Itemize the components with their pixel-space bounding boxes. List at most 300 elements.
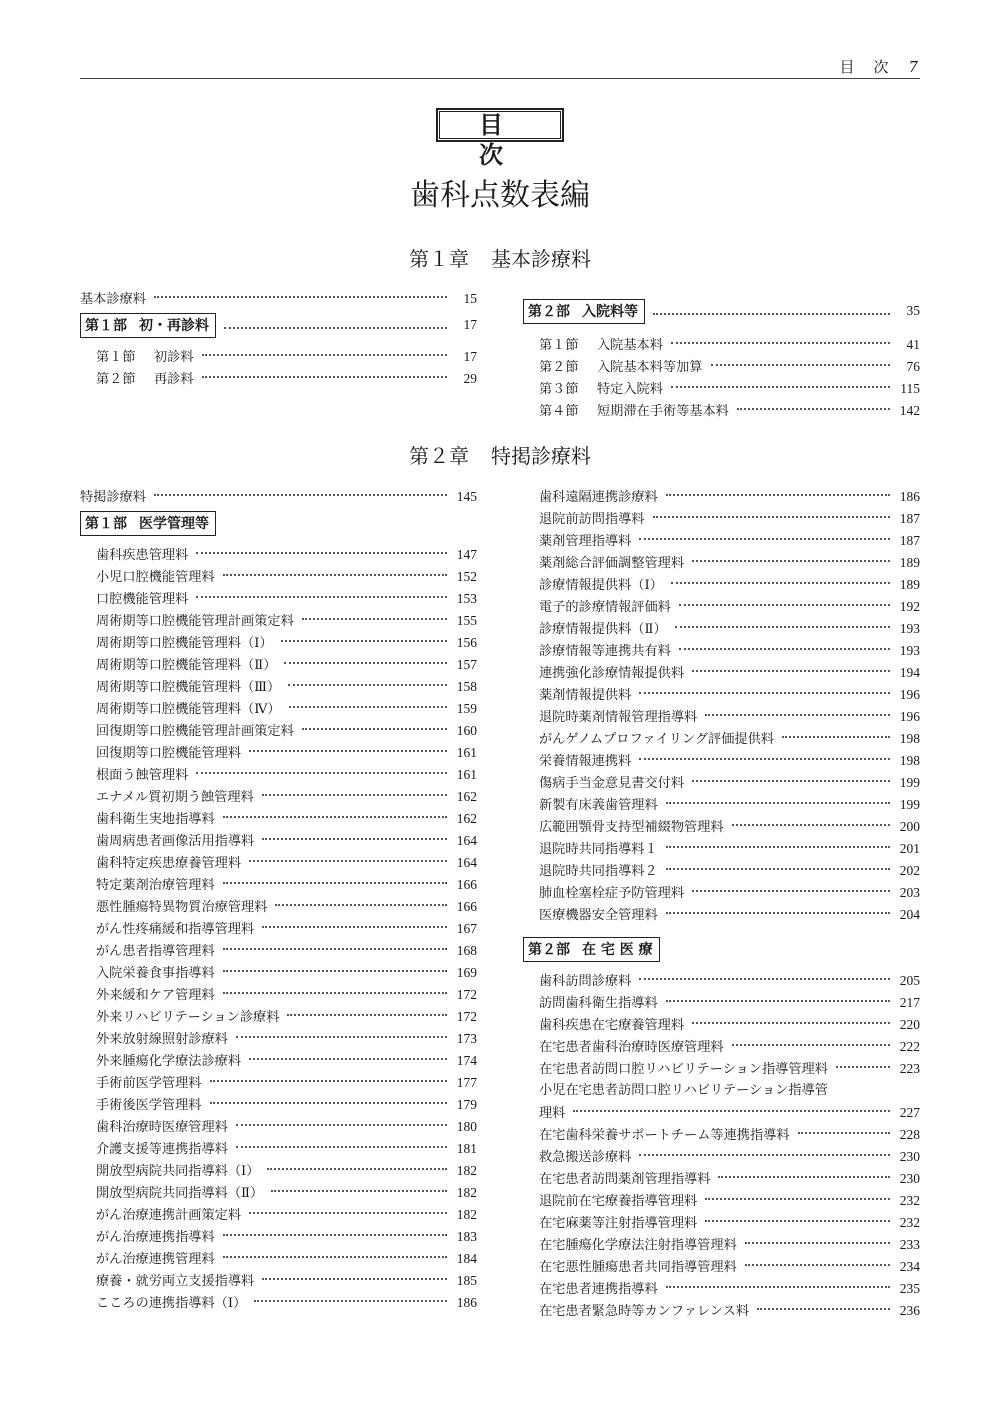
leader-dots	[666, 1000, 890, 1002]
entry-label: 口腔機能管理料	[96, 592, 189, 607]
leader-dots	[196, 772, 447, 774]
chapter-1-right-column	[523, 296, 920, 422]
leader-dots	[757, 1308, 890, 1310]
page-number: 172	[456, 987, 477, 1002]
chapter-1-number: 第１章	[409, 247, 469, 271]
entry-label: 歯科治療時医療管理料	[96, 1120, 228, 1135]
section-name: 再診料	[154, 372, 194, 387]
toc-entry[interactable]	[80, 742, 477, 764]
toc-entry[interactable]	[80, 1116, 477, 1138]
toc-entry[interactable]	[80, 764, 477, 786]
entry-label: 在宅悪性腫瘍患者共同指導管理料	[539, 1260, 737, 1275]
page-number: 186	[899, 489, 920, 504]
leader-dots	[639, 538, 890, 540]
toc-entry[interactable]	[523, 1234, 920, 1256]
part-label-box	[80, 313, 216, 338]
entry-label: 在宅患者訪問口腔リハビリテーション指導管理料	[539, 1062, 828, 1077]
leader-dots	[718, 1176, 890, 1178]
toc-entry[interactable]	[523, 1058, 920, 1080]
entry-label: がん治療連携計画策定料	[96, 1208, 242, 1223]
page-number: 160	[456, 723, 477, 738]
toc-entry[interactable]	[523, 1168, 920, 1190]
toc-entry[interactable]	[523, 1278, 920, 1300]
entry-label: 介護支援等連携指導料	[96, 1142, 228, 1157]
entry-label: 外来腫瘍化学療法診療料	[96, 1054, 242, 1069]
toc-entry[interactable]	[523, 794, 920, 816]
page-number: 169	[456, 965, 477, 980]
entry-label: 在宅麻薬等注射指導管理料	[539, 1216, 698, 1231]
page-number: 196	[899, 687, 920, 702]
entry-label: 救急搬送診療料	[539, 1150, 632, 1165]
entry-label: 外来緩和ケア管理料	[96, 988, 215, 1003]
section-entry[interactable]	[523, 356, 920, 378]
leader-dots	[262, 838, 447, 840]
entry-label: 退院前在宅療養指導管理料	[539, 1194, 698, 1209]
part-label-box	[523, 299, 645, 324]
toc-entry[interactable]	[80, 676, 477, 698]
leader-dots	[223, 574, 447, 576]
toc-entry[interactable]	[523, 1300, 920, 1322]
toc-entry[interactable]	[80, 940, 477, 962]
toc-entry[interactable]	[523, 1014, 920, 1036]
entry-label: がん治療連携指導料	[96, 1230, 215, 1245]
chapter-1-heading	[0, 243, 1000, 272]
page-number: 180	[456, 1119, 477, 1134]
toc-entry[interactable]	[523, 992, 920, 1014]
toc-entry[interactable]	[523, 1212, 920, 1234]
section-entry[interactable]	[523, 334, 920, 356]
entry-label: 手術後医学管理料	[96, 1098, 202, 1113]
page-number: 230	[899, 1171, 920, 1186]
page-number: 217	[899, 995, 920, 1010]
leader-dots	[202, 354, 447, 356]
part-number: 第２部	[528, 941, 570, 958]
page-number: 234	[899, 1259, 920, 1274]
entry-label: 傷病手当金意見書交付料	[539, 776, 685, 791]
toc-entry[interactable]	[80, 1006, 477, 1028]
toc-entry[interactable]	[523, 772, 920, 794]
entry-label: 入院栄養食事指導料	[96, 966, 215, 981]
leader-dots	[639, 758, 890, 760]
toc-entry[interactable]	[523, 640, 920, 662]
leader-dots	[573, 1110, 890, 1112]
page-number: 236	[899, 1303, 920, 1318]
toc-entry[interactable]	[80, 1204, 477, 1226]
section-number: 第２節	[96, 372, 136, 387]
chapter-2-name: 特掲診療料	[491, 444, 591, 468]
leader-dots	[679, 604, 890, 606]
entry-label: 回復期等口腔機能管理計画策定料	[96, 724, 294, 739]
toc-entry[interactable]	[523, 618, 920, 640]
part-number: 第１部	[85, 317, 127, 334]
leader-dots	[262, 1278, 447, 1280]
page-number: 235	[899, 1281, 920, 1296]
entry-label: 薬剤管理指導料	[539, 534, 632, 549]
page-number: 189	[899, 555, 920, 570]
section-entry[interactable]	[523, 400, 920, 422]
leader-dots	[639, 978, 890, 980]
entry-label: 小児口腔機能管理料	[96, 570, 215, 585]
leader-dots	[289, 706, 447, 708]
entry-label: 新製有床義歯管理料	[539, 798, 658, 813]
toc-entry[interactable]	[523, 574, 920, 596]
running-title: 目 次	[839, 58, 891, 76]
page-number: 232	[899, 1193, 920, 1208]
toc-entry[interactable]	[80, 1270, 477, 1292]
toc-entry[interactable]	[80, 1094, 477, 1116]
entry-label: 広範囲顎骨支持型補綴物管理料	[539, 820, 724, 835]
leader-dots	[223, 1256, 447, 1258]
section-label	[96, 347, 194, 369]
entry-label: 周術期等口腔機能管理料（Ⅰ）	[96, 636, 273, 651]
page-number: 182	[456, 1163, 477, 1178]
leader-dots	[666, 1286, 890, 1288]
entry-label: 訪問歯科衛生指導料	[539, 996, 658, 1011]
leader-dots	[679, 648, 890, 650]
leader-dots	[223, 992, 447, 994]
toc-entry[interactable]	[80, 610, 477, 632]
leader-dots	[732, 824, 890, 826]
entry-label: 歯科特定疾患療養管理料	[96, 856, 242, 871]
leader-dots	[249, 1058, 447, 1060]
entry-label: 肺血栓塞栓症予防管理料	[539, 886, 685, 901]
section-name: 短期滞在手術等基本料	[597, 404, 729, 419]
toc-entry[interactable]	[523, 816, 920, 838]
page-number: 199	[899, 775, 920, 790]
section-name: 入院基本料	[597, 338, 663, 353]
entry-label: 小児在宅患者訪問口腔リハビリテーション指導管	[539, 1083, 828, 1098]
leader-dots	[223, 948, 447, 950]
leader-dots	[262, 794, 447, 796]
entry-label: 歯科衛生実地指導料	[96, 812, 215, 827]
page-number: 201	[899, 841, 920, 856]
entry-label: 周術期等口腔機能管理計画策定料	[96, 614, 294, 629]
toc-entry[interactable]	[80, 1050, 477, 1072]
part-name: 入院料等	[582, 303, 638, 320]
page-number: 227	[899, 1105, 920, 1120]
toc-entry[interactable]	[80, 654, 477, 676]
entry-label: 在宅腫瘍化学療法注射指導管理料	[539, 1238, 737, 1253]
leader-dots	[202, 376, 447, 378]
toc-entry[interactable]	[523, 970, 920, 992]
toc-entry[interactable]	[80, 1292, 477, 1314]
section-entry[interactable]	[523, 378, 920, 400]
part-name: 医学管理等	[139, 515, 209, 532]
toc-entry[interactable]	[80, 288, 477, 310]
entry-label: 療養・就労両立支援指導料	[96, 1274, 255, 1289]
leader-dots	[254, 1300, 447, 1302]
page-number: 223	[899, 1061, 920, 1076]
toc-entry[interactable]	[80, 566, 477, 588]
toc-entry[interactable]	[80, 1138, 477, 1160]
leader-dots	[666, 802, 890, 804]
toc-entry[interactable]	[523, 728, 920, 750]
entry-label: 医療機器安全管理料	[539, 908, 658, 923]
entry-label: エナメル質初期う蝕管理料	[96, 790, 254, 805]
leader-dots	[745, 1264, 890, 1266]
section-number: 第４節	[539, 404, 579, 419]
entry-label: 開放型病院共同指導料（Ⅱ）	[96, 1186, 264, 1201]
entry-label: がんゲノムプロファイリング評価提供料	[539, 732, 774, 747]
page-number: 200	[899, 819, 920, 834]
section-name: 特定入院料	[597, 382, 663, 397]
entry-label: がん治療連携管理料	[96, 1252, 215, 1267]
toc-entry[interactable]	[80, 830, 477, 852]
page-number: 220	[899, 1017, 920, 1032]
section-number: 第２節	[539, 360, 579, 375]
part-heading[interactable]	[80, 310, 477, 340]
leader-dots	[666, 868, 890, 870]
leader-dots	[671, 342, 890, 344]
entry-label: 悪性腫瘍特異物質治療管理料	[96, 900, 268, 915]
page-number: 233	[899, 1237, 920, 1252]
leader-dots	[666, 912, 890, 914]
leader-dots	[653, 313, 890, 315]
page-number: 182	[456, 1207, 477, 1222]
page-number: 17	[463, 317, 477, 332]
toc-entry[interactable]	[80, 588, 477, 610]
toc-entry[interactable]	[80, 896, 477, 918]
entry-label: 薬剤情報提供料	[539, 688, 632, 703]
entry-label: 診療情報提供料（Ⅱ）	[539, 622, 667, 637]
page-number: 164	[456, 833, 477, 848]
page-number: 202	[899, 863, 920, 878]
toc-entry[interactable]	[523, 1080, 920, 1102]
leader-dots	[692, 1022, 890, 1024]
leader-dots	[671, 386, 890, 388]
entry-label: 周術期等口腔機能管理料（Ⅱ）	[96, 658, 277, 673]
leader-dots	[223, 970, 447, 972]
page-number: 17	[463, 349, 477, 364]
toc-entry[interactable]	[80, 808, 477, 830]
leader-dots	[267, 1168, 447, 1170]
part-heading[interactable]	[523, 296, 920, 326]
toc-entry[interactable]	[523, 1124, 920, 1146]
part-heading[interactable]	[523, 934, 920, 964]
toc-entry[interactable]	[523, 706, 920, 728]
toc-entry[interactable]	[80, 918, 477, 940]
leader-dots	[271, 1190, 447, 1192]
leader-dots	[236, 1146, 447, 1148]
page-number: 193	[899, 643, 920, 658]
chapter-2-number: 第２章	[409, 444, 469, 468]
page-number: 41	[906, 337, 920, 352]
toc-entry[interactable]	[523, 552, 920, 574]
leader-dots	[196, 552, 447, 554]
toc-entry[interactable]	[523, 1036, 920, 1058]
entry-label: 薬剤総合評価調整管理料	[539, 556, 685, 571]
leader-dots	[692, 780, 890, 782]
page-number: 162	[456, 811, 477, 826]
part-label-box	[523, 937, 660, 962]
page-number: 158	[456, 679, 477, 694]
toc-entry[interactable]	[523, 860, 920, 882]
toc-entry[interactable]	[523, 750, 920, 772]
entry-label: 外来リハビリテーション診療料	[96, 1010, 280, 1025]
page-number: 147	[456, 547, 477, 562]
chapter-2-heading	[0, 440, 1000, 469]
entry-label: 開放型病院共同指導料（Ⅰ）	[96, 1164, 260, 1179]
entry-label: 歯科疾患在宅療養管理料	[539, 1018, 685, 1033]
toc-entry[interactable]	[80, 1028, 477, 1050]
entry-label: 退院前訪問指導料	[539, 512, 645, 527]
page-number: 177	[456, 1075, 477, 1090]
page-number: 164	[456, 855, 477, 870]
toc-entry[interactable]	[523, 486, 920, 508]
toc-entry[interactable]	[523, 508, 920, 530]
entry-label: 理料	[539, 1106, 566, 1121]
leader-dots	[249, 1212, 447, 1214]
toc-entry[interactable]	[80, 486, 477, 508]
section-number: 第３節	[539, 382, 579, 397]
page-number: 181	[456, 1141, 477, 1156]
section-label	[539, 357, 703, 379]
entry-label: 特掲診療料	[80, 490, 146, 505]
toc-entry[interactable]	[80, 1072, 477, 1094]
leader-dots	[653, 516, 891, 518]
toc-entry[interactable]	[80, 698, 477, 720]
page-number: 187	[899, 533, 920, 548]
page-number: 167	[456, 921, 477, 936]
leader-dots	[675, 626, 890, 628]
page-number: 204	[899, 907, 920, 922]
page-number: 157	[456, 657, 477, 672]
toc-entry[interactable]	[80, 720, 477, 742]
toc-entry[interactable]	[523, 904, 920, 926]
leader-dots	[223, 882, 447, 884]
page-number: 162	[456, 789, 477, 804]
leader-dots	[249, 750, 447, 752]
page-number: 15	[463, 291, 477, 306]
toc-entry[interactable]	[523, 1146, 920, 1168]
page-number: 168	[456, 943, 477, 958]
leader-dots	[671, 582, 890, 584]
page-number: 152	[456, 569, 477, 584]
page-number: 173	[456, 1031, 477, 1046]
page-number: 186	[456, 1295, 477, 1310]
page-number: 183	[456, 1229, 477, 1244]
leader-dots	[745, 1242, 890, 1244]
page-number: 29	[463, 371, 477, 386]
toc-entry[interactable]	[80, 1226, 477, 1248]
toc-entry[interactable]	[80, 632, 477, 654]
section-label	[96, 369, 194, 391]
entry-label: 診療情報等連携共有料	[539, 644, 671, 659]
entry-label: 在宅患者連携指導料	[539, 1282, 658, 1297]
section-entry[interactable]	[80, 368, 477, 390]
page-number: 222	[899, 1039, 920, 1054]
leader-dots	[666, 846, 890, 848]
page-number: 155	[456, 613, 477, 628]
part-label-box	[80, 511, 216, 536]
page-number: 161	[456, 745, 477, 760]
page-number: 115	[900, 381, 920, 396]
entry-label: 退院時薬剤情報管理指導料	[539, 710, 698, 725]
leader-dots	[639, 692, 890, 694]
page-number: 166	[456, 899, 477, 914]
toc-entry[interactable]	[523, 684, 920, 706]
part-number: 第２部	[528, 303, 570, 320]
page-number: 179	[456, 1097, 477, 1112]
toc-entry[interactable]	[523, 838, 920, 860]
page-number: 76	[906, 359, 920, 374]
entry-label: 在宅患者緊急時等カンファレンス料	[539, 1304, 750, 1319]
toc-entry[interactable]	[80, 1182, 477, 1204]
leader-dots	[275, 904, 447, 906]
part-name: 初・再診料	[139, 317, 209, 334]
entry-label: がん患者指導管理料	[96, 944, 215, 959]
leader-dots	[732, 1044, 890, 1046]
toc-entry[interactable]	[80, 1248, 477, 1270]
leader-dots	[154, 494, 447, 496]
section-name: 入院基本料等加算	[597, 360, 703, 375]
entry-label: 歯科遠隔連携診療料	[539, 490, 658, 505]
page-number: 145	[456, 489, 477, 504]
entry-label: 特定薬剤治療管理料	[96, 878, 215, 893]
section-label	[539, 335, 663, 357]
page-number: 198	[899, 731, 920, 746]
page-number: 182	[456, 1185, 477, 1200]
page-number: 192	[899, 599, 920, 614]
page-number: 230	[899, 1149, 920, 1164]
toc-entry[interactable]	[80, 874, 477, 896]
toc-entry[interactable]	[80, 852, 477, 874]
leader-dots	[798, 1132, 890, 1134]
toc-entry[interactable]	[523, 1102, 920, 1124]
toc-entry[interactable]	[80, 786, 477, 808]
page-number: 166	[456, 877, 477, 892]
part-name: 在 宅 医 療	[582, 941, 653, 958]
section-name: 初診料	[154, 350, 194, 365]
part-heading[interactable]	[80, 508, 477, 538]
book-title: 歯科点数表編	[410, 178, 590, 213]
toc-entry[interactable]	[523, 1190, 920, 1212]
leader-dots	[302, 728, 447, 730]
page-number: 153	[456, 591, 477, 606]
entry-label: 周術期等口腔機能管理料（Ⅳ）	[96, 702, 281, 717]
page-number: 193	[899, 621, 920, 636]
toc-entry[interactable]	[523, 1256, 920, 1278]
toc-entry[interactable]	[523, 882, 920, 904]
toc-entry[interactable]	[523, 596, 920, 618]
leader-dots	[666, 494, 890, 496]
leader-dots	[223, 816, 447, 818]
chapter-2-right-column	[523, 486, 920, 1322]
section-label	[539, 401, 729, 423]
section-number: 第１節	[539, 338, 579, 353]
leader-dots	[284, 662, 447, 664]
leader-dots	[223, 1234, 447, 1236]
entry-label: 回復期等口腔機能管理料	[96, 746, 242, 761]
page-number: 189	[899, 577, 920, 592]
leader-dots	[281, 640, 447, 642]
leader-dots	[262, 926, 447, 928]
toc-entry[interactable]	[80, 1160, 477, 1182]
toc-entry[interactable]	[80, 962, 477, 984]
section-entry[interactable]	[80, 346, 477, 368]
page-number: 7	[908, 58, 920, 76]
header-rule	[80, 78, 920, 79]
toc-entry[interactable]	[523, 662, 920, 684]
entry-label: 退院時共同指導料２	[539, 864, 658, 879]
toc-entry[interactable]	[523, 530, 920, 552]
leader-dots	[288, 684, 447, 686]
page-number: 161	[456, 767, 477, 782]
leader-dots	[692, 890, 890, 892]
toc-entry[interactable]	[80, 984, 477, 1006]
toc-entry[interactable]	[80, 544, 477, 566]
leader-dots	[287, 1014, 447, 1016]
